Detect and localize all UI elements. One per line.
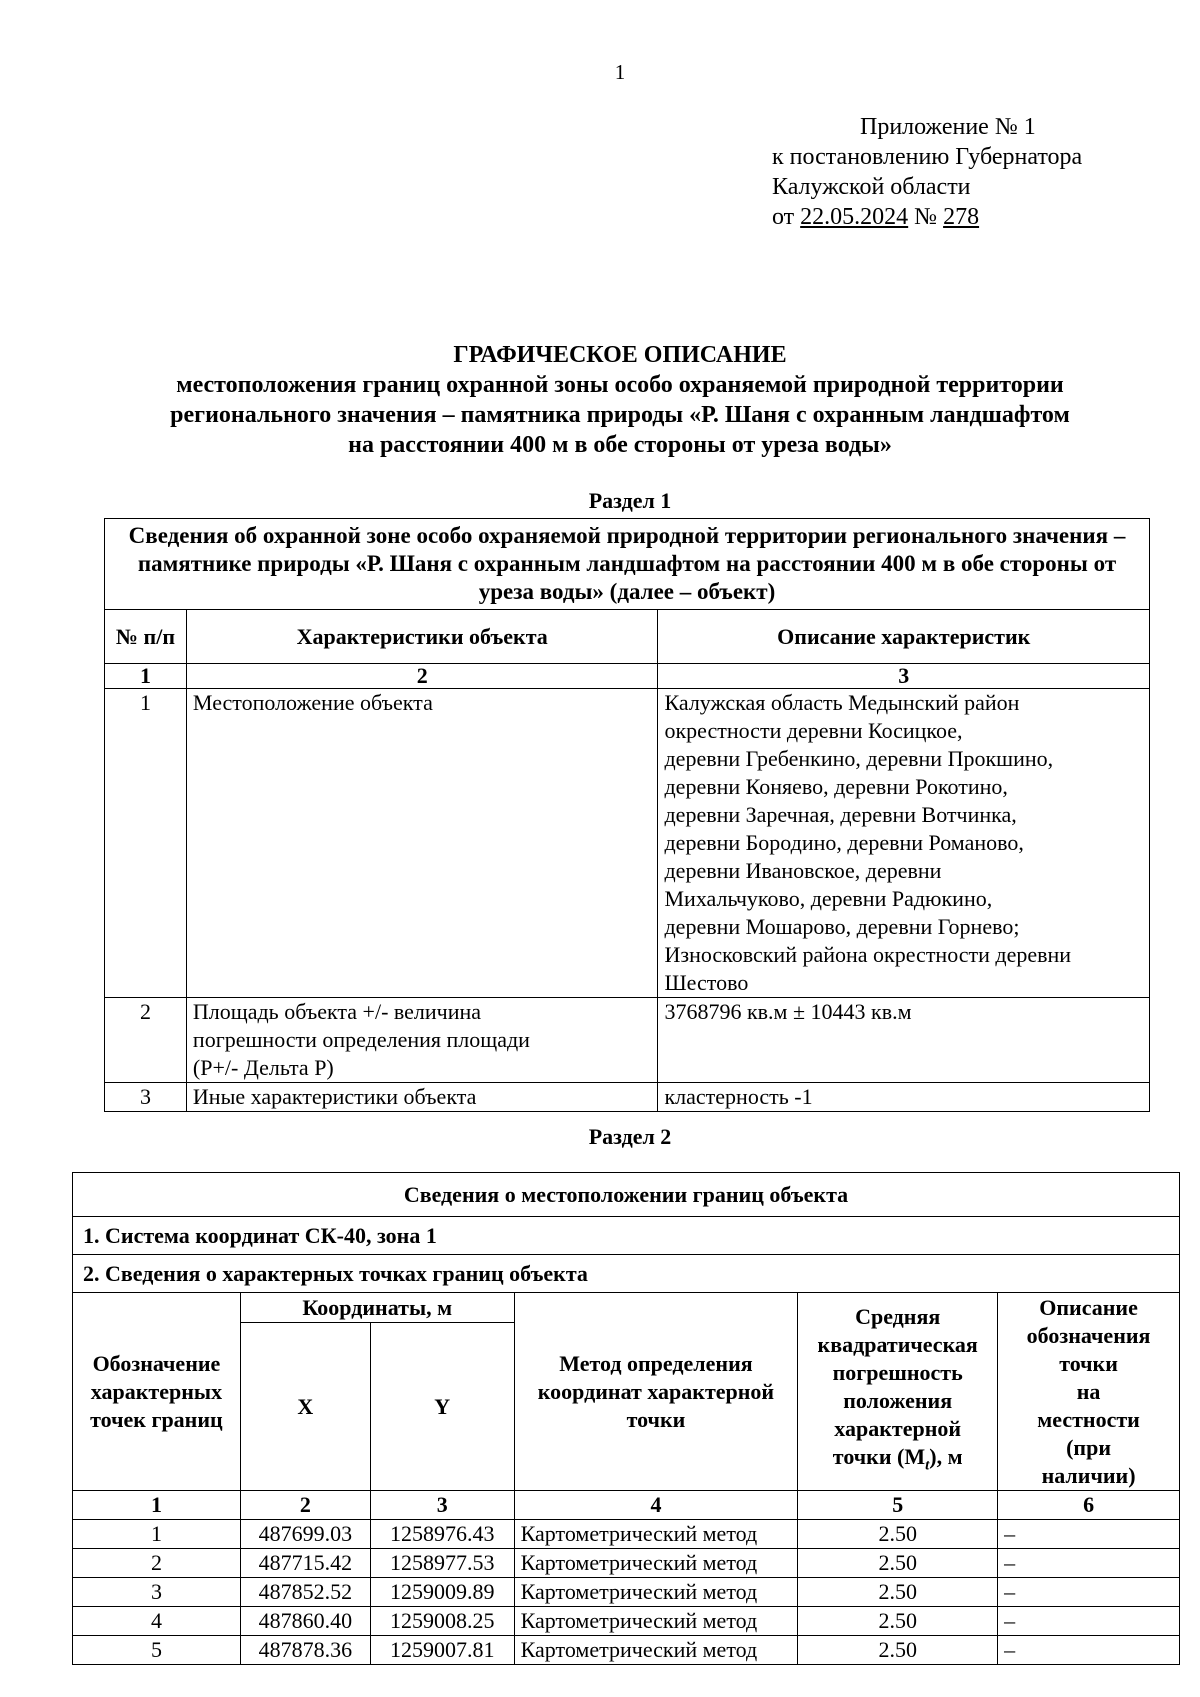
header-line: Обозначение — [92, 1350, 221, 1376]
point-id: 4 — [73, 1607, 241, 1636]
desc-line: окрестности деревни Косицкое, — [664, 718, 963, 743]
row-number: 3 — [105, 1083, 187, 1112]
row-number: 1 — [105, 689, 187, 998]
point-description: – — [998, 1520, 1180, 1549]
error-tail: ), м — [929, 1444, 963, 1470]
section2-header: Сведения о местоположении границ объекта — [73, 1173, 1180, 1217]
table-row — [73, 1578, 1180, 1607]
method: Картометрический метод — [514, 1607, 798, 1636]
header-line: на — [1076, 1378, 1101, 1404]
coord-y: 1259007.81 — [370, 1636, 514, 1665]
appendix-line-1: Приложение № 1 — [860, 114, 1036, 140]
header-line — [804, 1443, 991, 1479]
appendix-line-3: Калужской области — [772, 174, 971, 200]
desc-line: деревни Бородино, деревни Романово, — [664, 830, 1024, 855]
col-index: 1 — [105, 664, 187, 689]
table-row — [105, 998, 1150, 1083]
col-error-header — [798, 1293, 998, 1491]
col-index: 3 — [658, 664, 1150, 689]
col-char-header: Характеристики объекта — [186, 610, 658, 664]
point-description: – — [998, 1578, 1180, 1607]
coord-x: 487699.03 — [240, 1520, 370, 1549]
header-line: положения — [843, 1388, 953, 1414]
point-description: – — [998, 1636, 1180, 1665]
desc-line: деревни Мошарово, деревни Горнево; — [664, 914, 1020, 939]
coord-y: 1259008.25 — [370, 1607, 514, 1636]
col-point-header — [73, 1293, 241, 1491]
error-value: 2.50 — [798, 1578, 998, 1607]
header-line: Метод определения — [559, 1350, 753, 1376]
section2-table — [72, 1172, 1180, 1665]
row-characteristic: Местоположение объекта — [186, 689, 658, 998]
appendix-date: 22.05.2024 — [800, 204, 909, 230]
point-id: 1 — [73, 1520, 241, 1549]
desc-line: деревни Гребенкино, деревни Прокшино, — [664, 746, 1054, 771]
header-line: местности — [1037, 1406, 1140, 1432]
col-desc-header: Описание характеристик — [658, 610, 1150, 664]
header-line: точки — [626, 1406, 686, 1432]
row-description: 3768796 кв.м ± 10443 кв.м — [658, 998, 1150, 1083]
section1-table — [104, 518, 1150, 1112]
desc-line: Износковский района окрестности деревни — [664, 942, 1072, 967]
desc-line: Шестово — [664, 970, 749, 995]
error-subscript: t — [925, 1457, 930, 1474]
coord-y: 1258977.53 — [370, 1549, 514, 1578]
appendix-line-4 — [772, 202, 1082, 232]
error-value: 2.50 — [798, 1549, 998, 1578]
point-description: – — [998, 1549, 1180, 1578]
table-row — [73, 1549, 1180, 1578]
table-row — [105, 689, 1150, 998]
page-number: 1 — [614, 60, 626, 84]
desc-line: Калужская область Медынский район — [664, 690, 1020, 715]
col-index: 5 — [798, 1491, 998, 1520]
row-characteristic: Иные характеристики объекта — [186, 1083, 658, 1112]
method: Картометрический метод — [514, 1520, 798, 1549]
coord-x: 487860.40 — [240, 1607, 370, 1636]
col-index: 3 — [370, 1491, 514, 1520]
col-index: 2 — [186, 664, 658, 689]
coord-x: 487852.52 — [240, 1578, 370, 1607]
coord-y: 1259009.89 — [370, 1578, 514, 1607]
point-description: – — [998, 1607, 1180, 1636]
date-prefix: от — [772, 204, 801, 230]
error-label: точки (M — [832, 1444, 926, 1470]
method: Картометрический метод — [514, 1636, 798, 1665]
col-coords-header: Координаты, м — [240, 1293, 514, 1323]
table-row — [73, 1607, 1180, 1636]
header-line: наличии) — [1041, 1462, 1136, 1488]
point-id: 3 — [73, 1578, 241, 1607]
desc-line: деревни Заречная, деревни Вотчинка, — [664, 802, 1017, 827]
section2-label: Раздел 2 — [588, 1124, 672, 1149]
error-value: 2.50 — [798, 1520, 998, 1549]
header-line: точек границ — [90, 1406, 223, 1432]
coord-x: 487878.36 — [240, 1636, 370, 1665]
col-x-header: X — [240, 1323, 370, 1491]
col-num-header: № п/п — [105, 610, 187, 664]
header-line: координат характерной — [537, 1378, 775, 1404]
header-line: Средняя — [855, 1304, 941, 1330]
appendix-block — [772, 112, 1082, 232]
point-id: 5 — [73, 1636, 241, 1665]
number-prefix: № — [908, 204, 944, 230]
row-number: 2 — [105, 998, 187, 1083]
table-row — [73, 1520, 1180, 1549]
header-line: точки — [1059, 1350, 1118, 1376]
header-line: Описание — [1039, 1294, 1138, 1320]
error-value: 2.50 — [798, 1636, 998, 1665]
title-line-2: регионального значения – памятника природы «Р. Шаня с охранным ландшафтом — [170, 402, 1070, 428]
appendix-number: 278 — [943, 204, 980, 230]
col-method-header — [514, 1293, 798, 1491]
coord-x: 487715.42 — [240, 1549, 370, 1578]
method: Картометрический метод — [514, 1549, 798, 1578]
row-description — [658, 689, 1150, 998]
appendix-line-2: к постановлению Губернатора — [772, 144, 1083, 170]
title-line-3: на расстоянии 400 м в обе стороны от уреза воды» — [348, 432, 892, 458]
header-line: характерной — [834, 1416, 962, 1442]
title-line-1: местоположения границ охранной зоны особо охраняемой природной территории — [176, 372, 1064, 398]
section1-label: Раздел 1 — [588, 488, 672, 513]
col-index: 1 — [73, 1491, 241, 1520]
method: Картометрический метод — [514, 1578, 798, 1607]
title-main: ГРАФИЧЕСКОЕ ОПИСАНИЕ — [453, 342, 787, 368]
header-line: обозначения — [1026, 1322, 1151, 1348]
col-index: 6 — [998, 1491, 1180, 1520]
col-index: 2 — [240, 1491, 370, 1520]
char-line: (P+/- Дельта P) — [192, 1055, 334, 1080]
point-id: 2 — [73, 1549, 241, 1578]
coordinate-system: 1. Система координат СК-40, зона 1 — [73, 1217, 1180, 1255]
col-index: 4 — [514, 1491, 798, 1520]
header-line: характерных — [90, 1378, 223, 1404]
header-line: (при — [1066, 1434, 1112, 1460]
coord-y: 1258976.43 — [370, 1520, 514, 1549]
col-desc-header — [998, 1293, 1180, 1491]
table-row — [105, 1083, 1150, 1112]
section1-header: Сведения об охранной зоне особо охраняемой природной территории регионального значения – памятнике природы «Р. Шаня с охранным ландшафтом на расстоянии 400 м в обе стороны от уреза воды» (далее – объект) — [105, 519, 1150, 610]
desc-line: Михальчуково, деревни Радюкино, — [664, 886, 993, 911]
header-line: погрешность — [832, 1360, 963, 1386]
row-description: кластерность -1 — [658, 1083, 1150, 1112]
document-title — [100, 340, 1140, 460]
desc-line: деревни Коняево, деревни Рокотино, — [664, 774, 1008, 799]
col-y-header: Y — [370, 1323, 514, 1491]
header-line: квадратическая — [817, 1332, 978, 1358]
char-line: Площадь объекта +/- величина — [192, 999, 482, 1024]
row-characteristic — [186, 998, 658, 1083]
char-line: погрешности определения площади — [192, 1027, 530, 1052]
table-row — [73, 1636, 1180, 1665]
error-value: 2.50 — [798, 1607, 998, 1636]
desc-line: деревни Ивановское, деревни — [664, 858, 942, 883]
points-info-title: 2. Сведения о характерных точках границ объекта — [73, 1255, 1180, 1293]
